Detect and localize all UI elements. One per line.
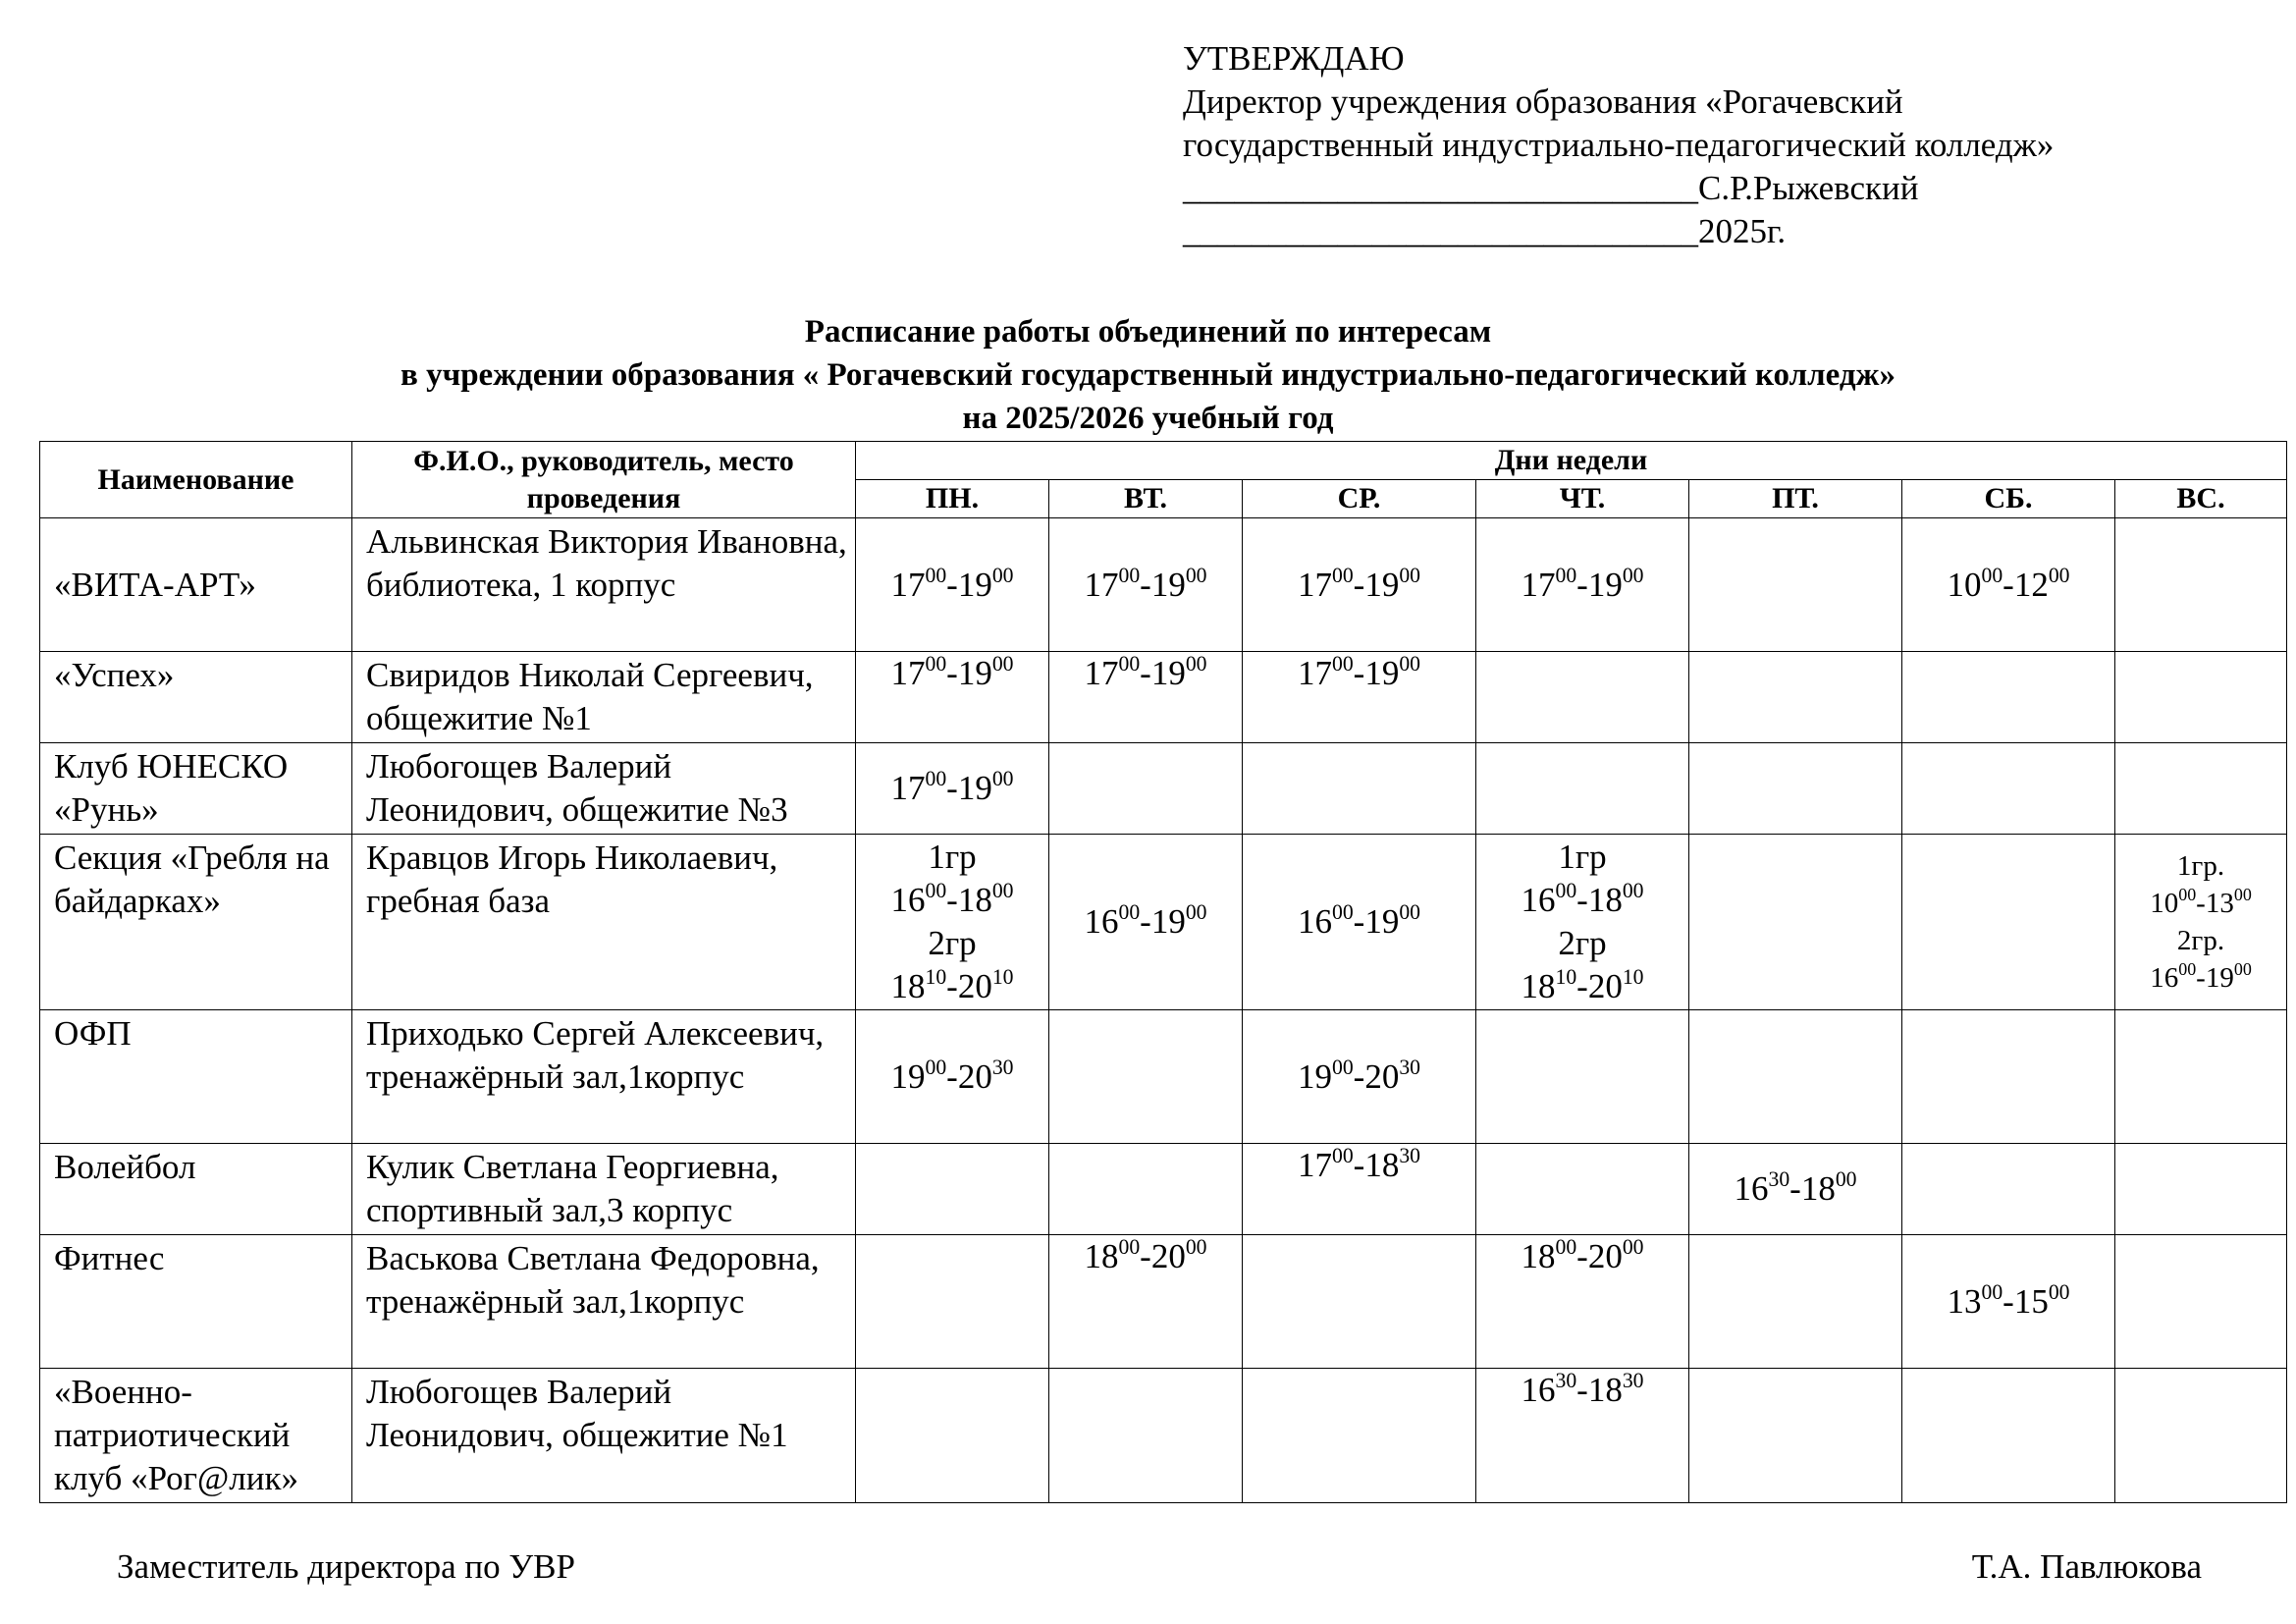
time-range bbox=[1476, 1369, 1688, 1412]
time-cell bbox=[1243, 518, 1476, 652]
time-cell bbox=[1902, 652, 2115, 743]
time-start-minutes: 30 bbox=[1555, 1369, 1577, 1393]
time-end-hour: 20 bbox=[1587, 967, 1623, 1005]
time-end-minutes: 00 bbox=[1622, 1235, 1644, 1260]
time-start-hour: 17 bbox=[890, 565, 926, 604]
time-start-minutes: 00 bbox=[1555, 879, 1577, 903]
time-cell bbox=[1243, 652, 1476, 743]
time-range bbox=[1243, 652, 1475, 695]
activity-leader: Любогощев Валерий Леонидович, общежитие №3 bbox=[352, 743, 856, 835]
time-separator: - bbox=[1140, 902, 1151, 941]
header-day: ВС. bbox=[2115, 480, 2287, 518]
time-cell bbox=[1476, 743, 1689, 835]
time-cell bbox=[1689, 743, 1902, 835]
time-separator: - bbox=[1353, 1056, 1365, 1096]
time-range bbox=[1476, 879, 1688, 922]
time-range bbox=[1689, 1167, 1901, 1211]
time-cell bbox=[1902, 1235, 2115, 1369]
time-range bbox=[1243, 1144, 1475, 1187]
header-name: Наименование bbox=[40, 442, 352, 518]
time-cell bbox=[1689, 1144, 1902, 1235]
time-end-minutes: 10 bbox=[991, 965, 1014, 990]
time-end-minutes: 00 bbox=[1185, 652, 1207, 677]
time-separator: - bbox=[1140, 565, 1151, 604]
time-end-minutes: 00 bbox=[1185, 1235, 1207, 1260]
time-separator: - bbox=[1576, 1237, 1588, 1275]
time-cell bbox=[1902, 1010, 2115, 1144]
time-start-minutes: 10 bbox=[1555, 965, 1577, 990]
activity-leader: Альвинская Виктория Ивановна, библиотека, 1 корпус bbox=[352, 518, 856, 652]
activity-name: Фитнес bbox=[40, 1235, 352, 1369]
time-start-hour: 16 bbox=[1297, 902, 1332, 941]
time-start-hour: 18 bbox=[1521, 1237, 1556, 1275]
time-separator: - bbox=[1576, 1371, 1588, 1409]
time-start-minutes: 00 bbox=[1331, 1144, 1354, 1168]
approval-block bbox=[1183, 37, 2054, 253]
time-cell bbox=[1049, 835, 1243, 1010]
time-end-minutes: 10 bbox=[1622, 965, 1644, 990]
time-range bbox=[2115, 959, 2286, 997]
time-end-hour: 18 bbox=[1364, 1146, 1400, 1184]
time-cell bbox=[856, 1369, 1049, 1503]
time-end-minutes: 30 bbox=[991, 1055, 1014, 1079]
header-leader: Ф.И.О., руководитель, место проведения bbox=[352, 442, 856, 518]
time-cell bbox=[2115, 1235, 2287, 1369]
time-separator: - bbox=[1789, 1169, 1801, 1208]
time-end-minutes: 00 bbox=[991, 767, 1014, 791]
table-row bbox=[40, 743, 2287, 835]
title-line-1: Расписание работы объединений по интересам bbox=[804, 314, 1492, 350]
time-cell bbox=[856, 518, 1049, 652]
time-start-hour: 17 bbox=[890, 654, 926, 692]
time-end-minutes: 00 bbox=[991, 652, 1014, 677]
time-end-hour: 20 bbox=[1150, 1237, 1186, 1275]
schedule-table bbox=[39, 441, 2287, 1503]
time-start-hour: 18 bbox=[1084, 1237, 1119, 1275]
header-day: СР. bbox=[1243, 480, 1476, 518]
time-separator: - bbox=[2002, 565, 2014, 604]
time-separator: - bbox=[1353, 565, 1365, 604]
time-end-hour: 20 bbox=[957, 967, 992, 1005]
time-separator: - bbox=[1140, 654, 1151, 692]
time-start-minutes: 00 bbox=[925, 879, 947, 903]
time-separator: - bbox=[1576, 967, 1588, 1005]
time-cell bbox=[856, 1235, 1049, 1369]
activity-name: «ВИТА-АРТ» bbox=[40, 518, 352, 652]
table-row bbox=[40, 518, 2287, 652]
time-end-hour: 19 bbox=[2205, 962, 2234, 994]
time-end-hour: 19 bbox=[957, 769, 992, 807]
time-range bbox=[1902, 1280, 2114, 1324]
time-end-minutes: 00 bbox=[2048, 1279, 2070, 1304]
time-end-hour: 13 bbox=[2205, 888, 2234, 919]
time-end-hour: 19 bbox=[1364, 565, 1400, 604]
time-end-hour: 15 bbox=[2013, 1281, 2049, 1321]
time-end-hour: 19 bbox=[1587, 565, 1623, 604]
time-end-hour: 20 bbox=[957, 1056, 992, 1096]
time-end-hour: 18 bbox=[957, 881, 992, 919]
time-separator: - bbox=[1353, 654, 1365, 692]
time-cell bbox=[1476, 518, 1689, 652]
time-start-minutes: 00 bbox=[925, 767, 947, 791]
header-days: Дни недели bbox=[856, 442, 2287, 480]
activity-leader: Свиридов Николай Сергеевич, общежитие №1 bbox=[352, 652, 856, 743]
time-start-hour: 19 bbox=[1297, 1056, 1332, 1096]
time-end-hour: 19 bbox=[1364, 902, 1400, 941]
group-label: 1гр. bbox=[2176, 850, 2225, 882]
header-day: ЧТ. bbox=[1476, 480, 1689, 518]
time-range bbox=[1243, 1056, 1475, 1099]
time-cell bbox=[1689, 518, 1902, 652]
footer-position: Заместитель директора по УВР bbox=[117, 1547, 575, 1586]
time-start-minutes: 00 bbox=[1331, 1055, 1354, 1079]
time-end-minutes: 00 bbox=[1835, 1167, 1857, 1192]
header-day: СБ. bbox=[1902, 480, 2115, 518]
time-cell bbox=[856, 652, 1049, 743]
time-start-minutes: 00 bbox=[2178, 885, 2197, 905]
time-end-minutes: 30 bbox=[1399, 1055, 1421, 1079]
time-cell bbox=[1049, 743, 1243, 835]
time-cell bbox=[1689, 1235, 1902, 1369]
time-end-hour: 19 bbox=[957, 654, 992, 692]
time-start-minutes: 00 bbox=[925, 652, 947, 677]
time-cell bbox=[1049, 1010, 1243, 1144]
time-range bbox=[1476, 965, 1688, 1008]
group-label: 1гр bbox=[928, 838, 977, 876]
time-end-minutes: 00 bbox=[2233, 885, 2252, 905]
time-start-hour: 17 bbox=[1084, 654, 1119, 692]
time-cell bbox=[1689, 1010, 1902, 1144]
table-row bbox=[40, 1369, 2287, 1503]
time-cell bbox=[1243, 1369, 1476, 1503]
time-start-minutes: 00 bbox=[1555, 563, 1577, 587]
time-separator: - bbox=[946, 565, 958, 604]
time-end-minutes: 30 bbox=[1622, 1369, 1644, 1393]
time-end-hour: 12 bbox=[2013, 565, 2049, 604]
time-end-hour: 19 bbox=[1364, 654, 1400, 692]
time-cell bbox=[1689, 652, 1902, 743]
time-end-minutes: 00 bbox=[1622, 879, 1644, 903]
time-separator: - bbox=[946, 881, 958, 919]
time-start-hour: 10 bbox=[1947, 565, 1982, 604]
time-cell bbox=[1476, 1010, 1689, 1144]
table-row bbox=[40, 652, 2287, 743]
time-cell bbox=[1902, 743, 2115, 835]
activity-leader: Приходько Сергей Алексеевич, тренажёрный зал,1корпус bbox=[352, 1010, 856, 1144]
time-start-hour: 16 bbox=[2150, 962, 2179, 994]
time-range bbox=[2115, 885, 2286, 922]
time-range bbox=[856, 965, 1048, 1008]
time-start-hour: 17 bbox=[1297, 654, 1332, 692]
time-start-hour: 10 bbox=[2150, 888, 2179, 919]
time-separator: - bbox=[1576, 565, 1588, 604]
activity-leader: Любогощев Валерий Леонидович, общежитие №1 bbox=[352, 1369, 856, 1503]
time-cell bbox=[856, 743, 1049, 835]
time-start-minutes: 00 bbox=[1331, 900, 1354, 925]
approval-date-line: ______________________________2025г. bbox=[1183, 212, 1787, 250]
approval-line-2: государственный индустриально-педагогический колледж» bbox=[1183, 126, 2055, 164]
time-range bbox=[1243, 900, 1475, 944]
time-cell bbox=[1243, 743, 1476, 835]
time-start-minutes: 00 bbox=[1118, 900, 1141, 925]
time-start-hour: 16 bbox=[1521, 1371, 1556, 1409]
document-title bbox=[0, 310, 2296, 440]
time-start-hour: 16 bbox=[890, 881, 926, 919]
time-cell bbox=[2115, 743, 2287, 835]
approval-title: УТВЕРЖДАЮ bbox=[1183, 39, 1405, 78]
time-cell bbox=[856, 1010, 1049, 1144]
time-start-minutes: 10 bbox=[925, 965, 947, 990]
time-cell bbox=[1049, 518, 1243, 652]
time-cell bbox=[1049, 1235, 1243, 1369]
activity-name: ОФП bbox=[40, 1010, 352, 1144]
time-start-hour: 16 bbox=[1521, 881, 1556, 919]
time-cell bbox=[2115, 1010, 2287, 1144]
table-row bbox=[40, 1010, 2287, 1144]
time-separator: - bbox=[2196, 962, 2206, 994]
time-range bbox=[856, 1056, 1048, 1099]
time-cell bbox=[856, 835, 1049, 1010]
time-cell bbox=[1902, 1144, 2115, 1235]
time-separator: - bbox=[2002, 1281, 2014, 1321]
time-separator: - bbox=[1140, 1237, 1151, 1275]
activity-name: «Успех» bbox=[40, 652, 352, 743]
table-row bbox=[40, 835, 2287, 1010]
time-cell bbox=[1902, 518, 2115, 652]
time-start-hour: 19 bbox=[890, 1056, 926, 1096]
time-end-minutes: 00 bbox=[1622, 563, 1644, 587]
time-cell bbox=[2115, 1144, 2287, 1235]
time-start-hour: 18 bbox=[890, 967, 926, 1005]
time-range bbox=[1049, 564, 1242, 607]
time-start-minutes: 00 bbox=[925, 1055, 947, 1079]
time-start-minutes: 00 bbox=[1118, 563, 1141, 587]
time-cell bbox=[1689, 835, 1902, 1010]
time-end-hour: 19 bbox=[1150, 902, 1186, 941]
time-range bbox=[856, 767, 1048, 810]
time-end-minutes: 00 bbox=[991, 879, 1014, 903]
time-cell bbox=[1243, 1010, 1476, 1144]
time-end-minutes: 00 bbox=[2048, 563, 2070, 587]
table-row bbox=[40, 1235, 2287, 1369]
time-cell bbox=[856, 1144, 1049, 1235]
time-start-minutes: 00 bbox=[1118, 652, 1141, 677]
approval-signature-line: ______________________________С.Р.Рыжевский bbox=[1183, 169, 1919, 207]
activity-name: Секция «Гребля на байдарках» bbox=[40, 835, 352, 1010]
approval-line-1: Директор учреждения образования «Рогачевский bbox=[1183, 82, 1903, 121]
group-label: 2гр. bbox=[2176, 925, 2225, 956]
time-start-hour: 13 bbox=[1947, 1281, 1982, 1321]
time-range bbox=[1476, 1235, 1688, 1278]
activity-name: Волейбол bbox=[40, 1144, 352, 1235]
time-end-hour: 19 bbox=[1150, 654, 1186, 692]
time-cell bbox=[2115, 518, 2287, 652]
time-separator: - bbox=[2196, 888, 2206, 919]
time-range bbox=[1476, 564, 1688, 607]
time-cell bbox=[1689, 1369, 1902, 1503]
time-cell bbox=[1476, 652, 1689, 743]
time-start-hour: 16 bbox=[1084, 902, 1119, 941]
activity-leader: Кравцов Игорь Николаевич, гребная база bbox=[352, 835, 856, 1010]
time-start-minutes: 00 bbox=[1118, 1235, 1141, 1260]
time-cell bbox=[2115, 1369, 2287, 1503]
group-label: 2гр bbox=[928, 924, 977, 962]
time-separator: - bbox=[946, 967, 958, 1005]
time-range bbox=[1049, 900, 1242, 944]
time-end-hour: 19 bbox=[1150, 565, 1186, 604]
time-separator: - bbox=[1353, 1146, 1365, 1184]
time-end-minutes: 00 bbox=[1399, 563, 1421, 587]
time-separator: - bbox=[946, 769, 958, 807]
time-end-minutes: 00 bbox=[2233, 959, 2252, 980]
time-end-minutes: 00 bbox=[1185, 563, 1207, 587]
group-label: 1гр bbox=[1558, 838, 1607, 876]
time-end-hour: 18 bbox=[1800, 1169, 1836, 1208]
time-cell bbox=[1049, 652, 1243, 743]
time-cell bbox=[1243, 835, 1476, 1010]
title-line-3: на 2025/2026 учебный год bbox=[962, 401, 1334, 436]
time-start-hour: 17 bbox=[1297, 565, 1332, 604]
time-range bbox=[1902, 564, 2114, 607]
time-start-hour: 17 bbox=[890, 769, 926, 807]
time-range bbox=[856, 564, 1048, 607]
group-label: 2гр bbox=[1558, 924, 1607, 962]
table-row bbox=[40, 1144, 2287, 1235]
time-range bbox=[856, 652, 1048, 695]
time-cell bbox=[1049, 1369, 1243, 1503]
time-start-minutes: 00 bbox=[1981, 1279, 2003, 1304]
time-end-hour: 20 bbox=[1587, 1237, 1623, 1275]
time-start-hour: 17 bbox=[1084, 565, 1119, 604]
time-cell bbox=[1476, 1235, 1689, 1369]
time-end-hour: 19 bbox=[957, 565, 992, 604]
title-line-2: в учреждении образования « Рогачевский государственный индустриально-педагогический колледж» bbox=[400, 357, 1896, 393]
activity-leader: Васькова Светлана Федоровна, тренажёрный зал,1корпус bbox=[352, 1235, 856, 1369]
time-cell bbox=[2115, 652, 2287, 743]
time-cell bbox=[1902, 1369, 2115, 1503]
activity-name: «Военно-патриотический клуб «Рог@лик» bbox=[40, 1369, 352, 1503]
time-cell bbox=[1476, 1144, 1689, 1235]
time-range bbox=[1243, 564, 1475, 607]
time-cell bbox=[2115, 835, 2287, 1010]
time-range bbox=[856, 879, 1048, 922]
time-cell bbox=[1476, 835, 1689, 1010]
time-end-minutes: 00 bbox=[991, 563, 1014, 587]
time-end-minutes: 30 bbox=[1399, 1144, 1421, 1168]
time-cell bbox=[1476, 1369, 1689, 1503]
time-separator: - bbox=[946, 654, 958, 692]
time-start-minutes: 00 bbox=[925, 563, 947, 587]
time-end-hour: 18 bbox=[1587, 1371, 1623, 1409]
time-start-hour: 17 bbox=[1521, 565, 1556, 604]
time-separator: - bbox=[1576, 881, 1588, 919]
footer-name: Т.А. Павлюкова bbox=[1971, 1547, 2202, 1586]
time-start-minutes: 00 bbox=[2178, 959, 2197, 980]
time-end-hour: 20 bbox=[1364, 1056, 1400, 1096]
time-range bbox=[1049, 652, 1242, 695]
time-end-minutes: 00 bbox=[1399, 900, 1421, 925]
time-separator: - bbox=[1353, 902, 1365, 941]
header-day: ПТ. bbox=[1689, 480, 1902, 518]
header-day: ВТ. bbox=[1049, 480, 1243, 518]
time-start-minutes: 00 bbox=[1981, 563, 2003, 587]
time-cell bbox=[1243, 1144, 1476, 1235]
time-end-minutes: 00 bbox=[1185, 900, 1207, 925]
time-start-hour: 17 bbox=[1297, 1146, 1332, 1184]
time-cell bbox=[1243, 1235, 1476, 1369]
time-cell bbox=[1902, 835, 2115, 1010]
time-separator: - bbox=[946, 1056, 958, 1096]
time-start-minutes: 00 bbox=[1331, 652, 1354, 677]
header-day: ПН. bbox=[856, 480, 1049, 518]
activity-name: Клуб ЮНЕСКО «Рунь» bbox=[40, 743, 352, 835]
time-start-hour: 16 bbox=[1734, 1169, 1769, 1208]
time-start-minutes: 30 bbox=[1768, 1167, 1790, 1192]
time-start-minutes: 00 bbox=[1555, 1235, 1577, 1260]
time-cell bbox=[1049, 1144, 1243, 1235]
time-start-hour: 18 bbox=[1521, 967, 1556, 1005]
time-start-minutes: 00 bbox=[1331, 563, 1354, 587]
time-end-minutes: 00 bbox=[1399, 652, 1421, 677]
time-end-hour: 18 bbox=[1587, 881, 1623, 919]
time-range bbox=[1049, 1235, 1242, 1278]
activity-leader: Кулик Светлана Георгиевна, спортивный зал,3 корпус bbox=[352, 1144, 856, 1235]
